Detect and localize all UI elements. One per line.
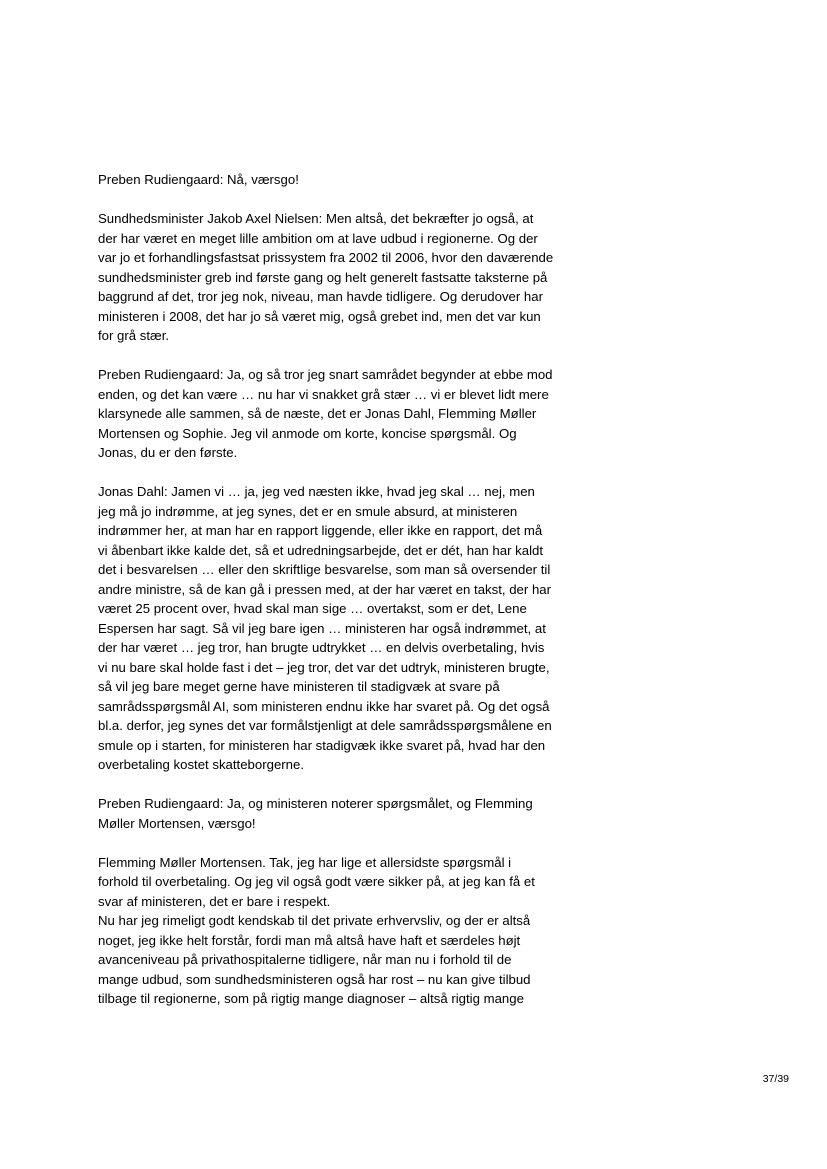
text-line: der har været en meget lille ambition om at lave udbud i regionerne. Og der — [98, 230, 538, 246]
text-line: ministeren i 2008, det har jo så været mig, også grebet ind, men det var kun — [98, 308, 541, 324]
page-number: 37/39 — [762, 1073, 789, 1085]
paragraph-rudiengaard-1 — [98, 170, 588, 190]
text-line: smule op i starten, for ministeren har stadigvæk ikke svaret på, hvad har den — [98, 737, 546, 753]
text-line: indrømmer her, at man har en rapport liggende, eller ikke en rapport, det må — [98, 523, 543, 538]
text-line: der har været … jeg tror, han brugte udtrykket … en delvis overbetaling, hvis — [98, 640, 545, 655]
text-line: sundhedsminister greb ind første gang og helt generelt fastsatte taksterne på — [98, 269, 548, 285]
text-line: for grå stær. — [98, 328, 170, 343]
text-line: avanceniveau på privathospitalerne tidligere, når man nu i forhold til de — [98, 952, 512, 967]
text-line: klarsynede alle sammen, så de næste, det er Jonas Dahl, Flemming Møller — [98, 406, 537, 421]
text-line: vi åbenbart ikke kalde det, så et udredningsarbejde, det er dét, han har kaldt — [98, 542, 544, 558]
text-line: Preben Rudiengaard: Nå, værsgo! — [98, 172, 299, 187]
text-line: vi nu bare skal holde fast i det – jeg tror, det var det udtryk, ministeren brugte, — [98, 659, 550, 675]
text-line: samrådsspørgsmål AI, som ministeren endnu ikke har svaret på. Og det også — [98, 698, 550, 714]
text-line: andre ministre, så de kan gå i pressen med, at der har været en takst, der har — [98, 581, 551, 597]
text-line: Jonas, du er den første. — [98, 445, 238, 460]
text-line: Sundhedsminister Jakob Axel Nielsen: Men altså, det bekræfter jo også, at — [98, 211, 534, 226]
text-line: enden, og det kan være … nu har vi snakket grå stær … vi er blevet lidt mere — [98, 386, 549, 402]
text-line: været 25 procent over, hvad skal man sige … overtakst, som er det, Lene — [98, 601, 527, 616]
text-line: Flemming Møller Mortensen. Tak, jeg har lige et allersidste spørgsmål i — [98, 854, 512, 870]
paragraph-rudiengaard-3 — [98, 794, 588, 833]
text-line: Jonas Dahl: Jamen vi … ja, jeg ved næsten ikke, hvad jeg skal … nej, men — [98, 484, 535, 499]
text-line: Preben Rudiengaard: Ja, og så tror jeg snart samrådet begynder at ebbe mod — [98, 367, 553, 382]
paragraph-nielsen — [98, 209, 588, 346]
text-line: var jo et forhandlingsfastsat prissystem fra 2002 til 2006, hvor den daværende — [98, 250, 554, 265]
text-line: mange udbud, som sundhedsministeren også har rost – nu kan give tilbud — [98, 971, 531, 987]
text-line: tilbage til regionerne, som på rigtig mange diagnoser – altså rigtig mange — [98, 991, 524, 1006]
text-line: så vil jeg bare meget gerne have ministeren til stadigvæk at svare på — [98, 679, 500, 694]
text-line: det i besvarelsen … eller den skriftlige besvarelse, som man så oversender til — [98, 562, 551, 577]
paragraph-dahl — [98, 482, 588, 775]
transcript-body — [98, 170, 588, 1009]
text-line: svar af ministeren, det er bare i respekt. — [98, 893, 331, 909]
text-line: Espersen har sagt. Så vil jeg bare igen … ministeren har også indrømmet, at — [98, 620, 546, 636]
paragraph-rudiengaard-2 — [98, 365, 588, 463]
text-line: baggrund af det, tror jeg nok, niveau, man havde tidligere. Og derudover har — [98, 289, 543, 304]
text-line: Mortensen og Sophie. Jeg vil anmode om korte, koncise spørgsmål. Og — [98, 425, 517, 441]
text-line: Møller Mortensen, værsgo! — [98, 815, 256, 831]
text-line: Preben Rudiengaard: Ja, og ministeren noterer spørgsmålet, og Flemming — [98, 796, 533, 811]
text-line: Nu har jeg rimeligt godt kendskab til det private erhvervsliv, og der er altså — [98, 913, 531, 928]
text-line: overbetaling kostet skatteborgerne. — [98, 757, 304, 772]
paragraph-mortensen — [98, 853, 588, 1009]
text-line: noget, jeg ikke helt forstår, fordi man må altså have haft et særdeles højt — [98, 932, 521, 948]
text-line: forhold til overbetaling. Og jeg vil også godt være sikker på, at jeg kan få et — [98, 874, 535, 889]
text-line: bl.a. derfor, jeg synes det var formålstjenligt at dele samrådsspørgsmålene en — [98, 718, 552, 733]
text-line: jeg må jo indrømme, at jeg synes, det er en smule absurd, at ministeren — [98, 503, 518, 519]
